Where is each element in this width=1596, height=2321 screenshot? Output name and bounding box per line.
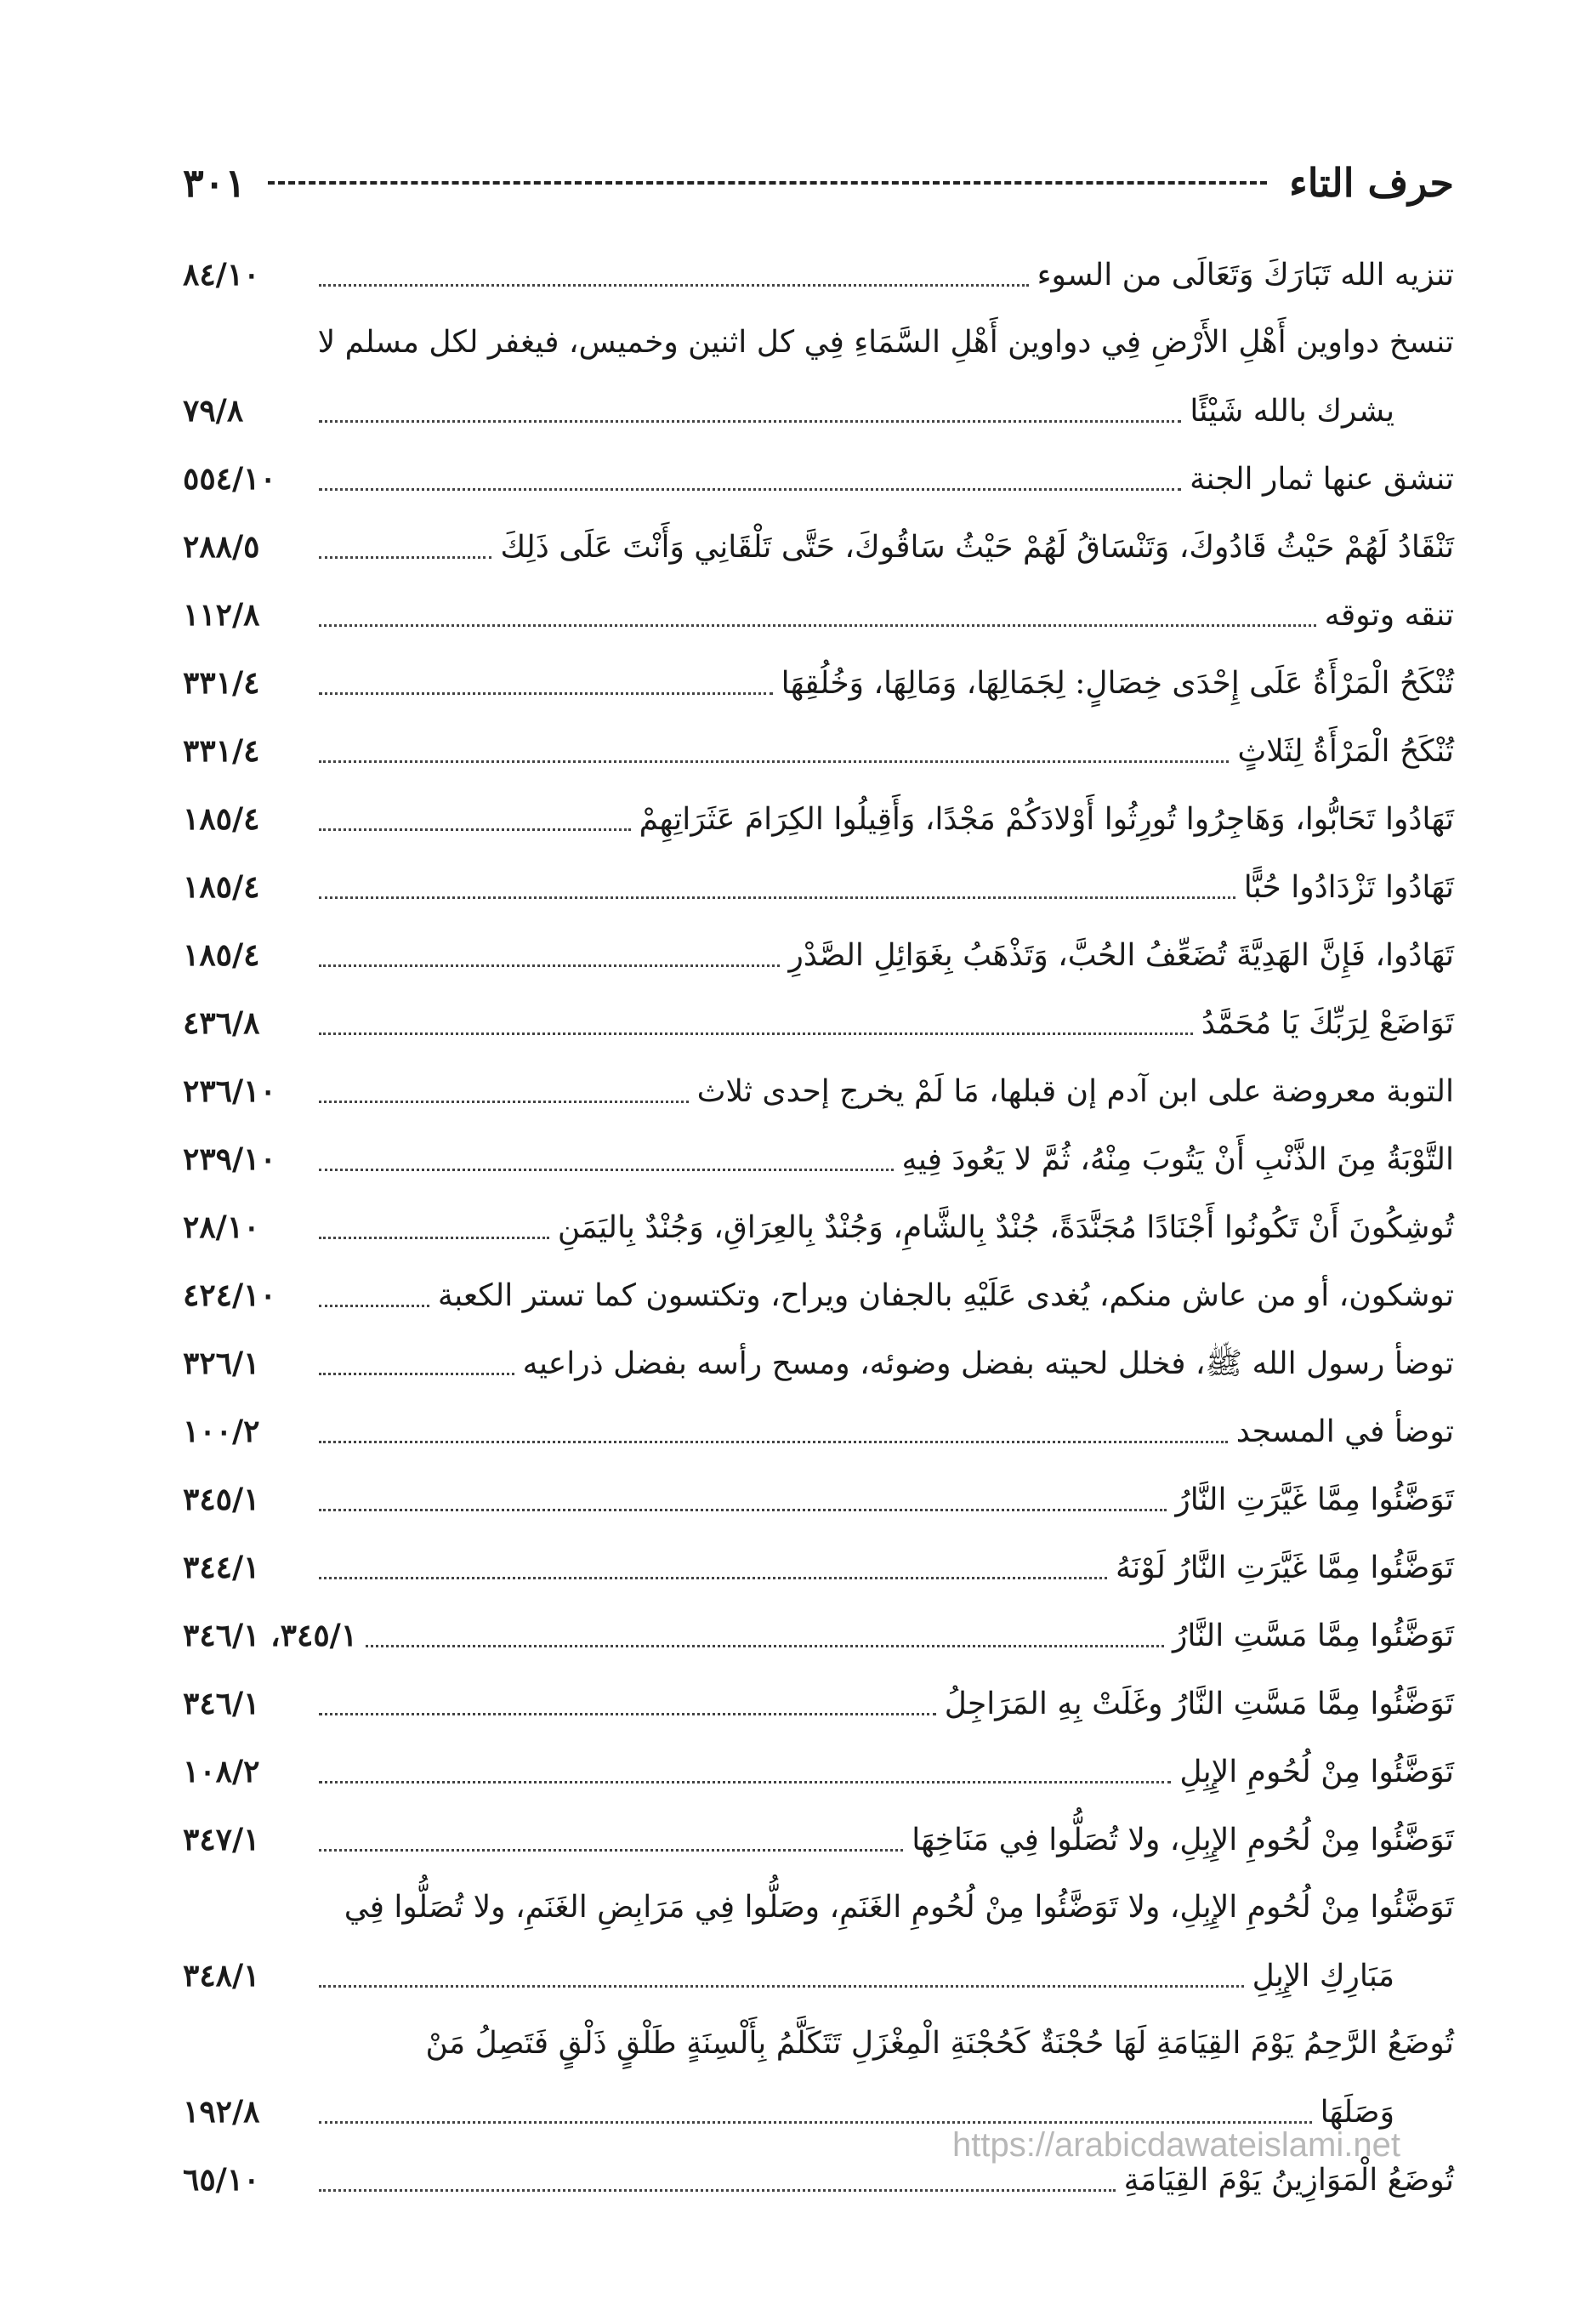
entry-reference: ٢٨٨/٥: [183, 529, 260, 565]
entry-reference: ٣٤٥/١، ٣٤٦/١: [183, 1618, 358, 1653]
entry-reference: ٤٣٦/٨: [183, 1005, 260, 1041]
page-number: ٣٠١: [183, 160, 247, 206]
index-entry: [183, 1738, 1454, 1806]
leader-dots: [319, 1305, 429, 1307]
entry-line: [183, 513, 1454, 581]
entry-line: [183, 445, 1454, 513]
index-entry: [183, 1329, 1454, 1397]
leader-dots: [319, 624, 1316, 627]
entry-line: [183, 921, 1454, 989]
entry-reference: ١٠٨/٢: [183, 1754, 260, 1789]
entry-reference: ٨٤/١٠: [183, 257, 260, 293]
index-entry: [183, 921, 1454, 989]
leader-dots: [319, 1577, 1107, 1579]
entry-text: تَنْقَادُ لَهُمْ حَيْثُ قَادُوكَ، وَتَنْسَاقُ لَهُمْ حَيْثُ سَاقُوكَ، حَتَّى تَلْقَانِي وَأَنْتَ عَلَى ذَلِكَ: [500, 530, 1454, 565]
entry-reference: ١٩٢/٨: [183, 2094, 260, 2130]
entry-text: تَوَضَّئُوا مِمَّا غَيَّرَتِ النَّارُ: [1175, 1482, 1454, 1517]
entry-line: [183, 1397, 1454, 1465]
leader-dots: [319, 1713, 936, 1715]
index-entry: [183, 785, 1454, 853]
entry-text: تُنْكَحُ الْمَرْأَةُ لِثَلاثٍ: [1237, 734, 1454, 769]
leader-dots: [319, 556, 491, 559]
index-entry: [183, 1670, 1454, 1738]
entry-reference: ٢٣٦/١٠: [183, 1073, 276, 1109]
entry-text: التَّوْبَةُ مِنَ الذَّنْبِ أَنْ يَتُوبَ مِنْهُ، ثُمَّ لا يَعُودَ فِيهِ: [901, 1142, 1454, 1177]
entry-line: [183, 1057, 1454, 1125]
entry-reference: ١٨٥/٤: [183, 869, 260, 905]
entry-reference: ١٠٠/٢: [183, 1414, 260, 1449]
entry-line: [183, 853, 1454, 921]
entry-line: [183, 1125, 1454, 1193]
entry-text: تُنْكَحُ الْمَرْأَةُ عَلَى إِحْدَى خِصَالٍ: لِجَمَالِهَا، وَمَالِهَا، وَخُلُقِهَا: [781, 666, 1454, 701]
entry-text: تنشق عنها ثمار الجنة: [1190, 462, 1454, 497]
entry-reference: ١١٢/٨: [183, 597, 260, 633]
leader-dots: [366, 1645, 1164, 1647]
entry-reference: ٣٤٥/١: [183, 1482, 260, 1517]
leader-dots: [319, 1101, 689, 1103]
entry-line: [183, 581, 1454, 649]
entry-text: تنسخ دواوين أَهْلِ الأَرْضِ فِي دواوين أَهْلِ السَّمَاءِ فِي كل اثنين وخميس، فيغفر لكل مسلم لا: [317, 325, 1454, 360]
leader-dots: [319, 1781, 1171, 1783]
entry-text: التوبة معروضة على ابن آدم إن قبلها، مَا لَمْ يخرج إحدى ثلاث: [696, 1074, 1454, 1109]
index-entry: [183, 717, 1454, 785]
leader-dots: [319, 1985, 1244, 1988]
leader-dots: [319, 284, 1029, 287]
leader-dots: [319, 964, 780, 967]
index-entries: [183, 241, 1454, 2214]
entry-line: [183, 717, 1454, 785]
entry-text: تنقه وتوقه: [1324, 598, 1454, 633]
entry-reference: ٣٤٦/١: [183, 1686, 260, 1721]
entry-text: تَوَضَّئُوا مِمَّا غَيَّرَتِ النَّارُ لَوْنَهُ: [1115, 1550, 1454, 1585]
index-entry: [183, 1533, 1454, 1601]
entry-text: وَصَلَهَا: [1320, 2095, 1394, 2130]
entry-line: [183, 785, 1454, 853]
leader-dots: [319, 1169, 894, 1171]
leader-dots: [319, 692, 773, 695]
entry-text: تَوَاضَعْ لِرَبِّكَ يَا مُحَمَّدُ: [1201, 1006, 1454, 1041]
entry-line: [183, 1533, 1454, 1601]
watermark-url[interactable]: https://arabicdawateislami.net: [952, 2126, 1400, 2164]
entry-line: [183, 309, 1454, 377]
entry-line: [183, 1874, 1454, 1942]
entry-line: [183, 1738, 1454, 1806]
entry-text: مَبَارِكِ الإِبِلِ: [1252, 1959, 1394, 1994]
index-entry: [183, 1397, 1454, 1465]
entry-reference: ٣٣١/٤: [183, 733, 260, 769]
index-entry: [183, 309, 1454, 445]
index-entry: [183, 1193, 1454, 1261]
entry-line: [183, 1806, 1454, 1874]
entry-text: توضأ في المسجد: [1235, 1414, 1454, 1449]
index-entry: [183, 1057, 1454, 1125]
entry-reference: ٣٢٦/١: [183, 1345, 260, 1381]
index-entry: [183, 1601, 1454, 1670]
entry-reference: ٦٥/١٠: [183, 2162, 260, 2198]
leader-dots: [319, 2189, 1116, 2192]
leader-dots: [319, 420, 1181, 423]
index-entry: [183, 2010, 1454, 2146]
index-entry: [183, 241, 1454, 309]
leader-dots: [319, 896, 1235, 899]
entry-line: [183, 1329, 1454, 1397]
leader-dots: [319, 1849, 903, 1852]
entry-text: تَوَضَّئُوا مِنْ لُحُومِ الإِبِلِ: [1179, 1755, 1454, 1789]
index-entry: [183, 1874, 1454, 2010]
entry-text: تُوضَعُ الْمَوَازِينُ يَوْمَ القِيَامَةِ: [1123, 2163, 1454, 2198]
index-entry: [183, 1465, 1454, 1533]
entry-line: [183, 1601, 1454, 1670]
entry-line: [183, 649, 1454, 717]
leader-dots: [319, 1237, 549, 1239]
entry-line: [183, 1465, 1454, 1533]
entry-reference: ١٨٥/٤: [183, 801, 260, 837]
entry-text: تَوَضَّئُوا مِنْ لُحُومِ الإِبِلِ، ولا تُصَلُّوا فِي مَنَاخِهَا: [912, 1823, 1454, 1857]
section-title: حرف التاء: [1289, 160, 1454, 206]
entry-text: تَوَضَّئُوا مِمَّا مَسَّتِ النَّارُ: [1173, 1618, 1454, 1653]
index-entry: [183, 513, 1454, 581]
leader-dots: [319, 1509, 1167, 1511]
index-entry: [183, 1261, 1454, 1329]
entry-text: تَوَضَّئُوا مِمَّا مَسَّتِ النَّارُ وغَلَتْ بِهِ المَرَاجِلُ: [944, 1687, 1454, 1721]
index-entry: [183, 445, 1454, 513]
index-entry: [183, 581, 1454, 649]
page-header: [183, 157, 1454, 208]
entry-reference: ٣٤٤/١: [183, 1550, 260, 1585]
entry-reference: ٧٩/٨: [183, 393, 244, 429]
entry-text: يشرك بالله شَيْئًا: [1190, 394, 1394, 429]
leader-dots: [319, 2121, 1312, 2124]
index-entry: [183, 1806, 1454, 1874]
entry-line: [183, 1670, 1454, 1738]
entry-text: تَهَادُوا تَحَابُّوا، وَهَاجِرُوا تُورِثُوا أَوْلادَكُمْ مَجْدًا، وَأَقِيلُوا الكِرَامَ عَثَرَاتِهِمْ: [639, 802, 1454, 837]
entry-reference: ٢٨/١٠: [183, 1209, 260, 1245]
entry-line: [183, 241, 1454, 309]
entry-reference: ٣٤٨/١: [183, 1958, 260, 1994]
entry-text: تَهَادُوا تَزْدَادُوا حُبًّا: [1243, 870, 1454, 905]
leader-dots: [319, 1373, 514, 1375]
entry-text: تُوضَعُ الرَّحِمُ يَوْمَ القِيَامَةِ لَهَا حُجْنَةٌ كَحُجْنَةِ الْمِغْزَلِ تَتَكَلَّمُ بِأَلْسِنَةٍ طَلْقٍ ذَلْقٍ فَتَصِلُ مَنْ: [425, 2026, 1454, 2061]
entry-line: [183, 1193, 1454, 1261]
leader-dots: [319, 828, 631, 831]
leader-dots: [319, 488, 1181, 491]
header-rule: [268, 181, 1267, 185]
entry-line: [183, 377, 1454, 445]
entry-reference: ٥٥٤/١٠: [183, 461, 276, 497]
entry-reference: ١٨٥/٤: [183, 937, 260, 973]
entry-text: تَهَادُوا، فَإِنَّ الهَدِيَّةَ تُضَعِّفُ الحُبَّ، وَتَذْهَبُ بِغَوَائِلِ الصَّدْرِ: [788, 938, 1454, 973]
entry-line: [183, 989, 1454, 1057]
entry-reference: ٢٣٩/١٠: [183, 1141, 276, 1177]
entry-text: تَوَضَّئُوا مِنْ لُحُومِ الإِبِلِ، ولا تَوَضَّئُوا مِنْ لُحُومِ الغَنَمِ، وصَلُّوا فِي مَرَابِضِ الغَنَمِ، ولا تُصَلُّوا فِي: [344, 1890, 1454, 1925]
leader-dots: [319, 1441, 1228, 1443]
entry-line: [183, 1942, 1454, 2010]
leader-dots: [319, 1033, 1193, 1035]
index-entry: [183, 989, 1454, 1057]
index-entry: [183, 1125, 1454, 1193]
entry-text: تنزيه الله تَبَارَكَ وَتَعَالَى من السوء: [1037, 258, 1454, 293]
index-entry: [183, 649, 1454, 717]
entry-text: توضأ رسول الله ﷺ، فخلل لحيته بفضل وضوئه، ومسح رأسه بفضل ذراعيه: [522, 1346, 1454, 1381]
index-page: [183, 157, 1454, 2214]
entry-reference: ٣٤٧/١: [183, 1822, 260, 1857]
entry-reference: ٤٢٤/١٠: [183, 1277, 276, 1313]
entry-reference: ٣٣١/٤: [183, 665, 260, 701]
entry-line: [183, 2010, 1454, 2078]
entry-line: [183, 1261, 1454, 1329]
index-entry: [183, 853, 1454, 921]
entry-text: توشكون، أو من عاش منكم، يُغدى عَلَيْهِ بالجفان ويراح، وتكتسون كما تستر الكعبة: [437, 1278, 1454, 1313]
leader-dots: [319, 760, 1229, 763]
entry-text: تُوشِكُونَ أَنْ تَكُونُوا أَجْنَادًا مُجَنَّدَةً، جُنْدٌ بِالشَّامِ، وَجُنْدٌ بِالعِرَاقِ، وَجُنْدٌ بِاليَمَنِ: [557, 1210, 1454, 1245]
